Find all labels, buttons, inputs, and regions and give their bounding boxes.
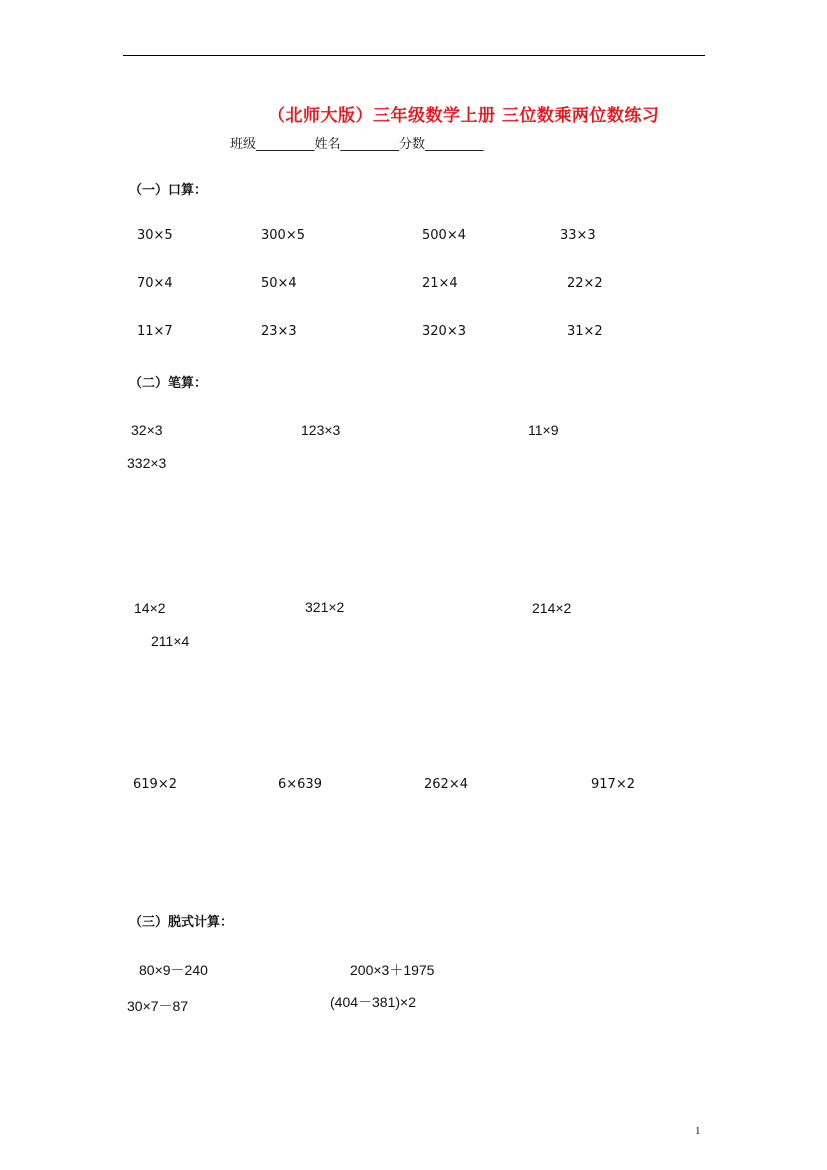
step-problem: 200×3＋1975	[350, 962, 435, 978]
oral-problem: 500×4	[422, 228, 466, 243]
written-problem: 32×3	[131, 422, 163, 438]
written-problem: 619×2	[133, 777, 177, 792]
step-problem: (404－381)×2	[330, 994, 417, 1010]
written-problem: 332×3	[127, 455, 167, 471]
oral-problem: 300×5	[261, 228, 305, 243]
oral-problem: 23×3	[261, 324, 297, 339]
oral-problem: 50×4	[261, 276, 297, 291]
written-problem: 6×639	[278, 777, 322, 792]
written-problem: 123×3	[301, 422, 341, 438]
worksheet-title: （北师大版）三年级数学上册 三位数乘两位数练习	[268, 106, 660, 126]
oral-problem: 22×2	[567, 276, 603, 291]
oral-problem: 30×5	[137, 228, 173, 243]
page-number: 1	[695, 1125, 701, 1137]
written-problem: 917×2	[591, 777, 635, 792]
written-problem: 321×2	[305, 599, 345, 615]
written-problem: 214×2	[532, 600, 572, 616]
step-problem: 30×7－87	[127, 998, 189, 1014]
oral-problem: 31×2	[567, 324, 603, 339]
oral-problem: 320×3	[422, 324, 466, 339]
written-problem: 14×2	[134, 600, 166, 616]
written-problem: 211×4	[151, 633, 190, 649]
oral-problem: 21×4	[422, 276, 458, 291]
student-info-line: 班级_________姓名_________分数_________	[230, 137, 484, 152]
oral-problem: 11×7	[137, 324, 173, 339]
written-problem: 262×4	[424, 777, 468, 792]
header-rule	[123, 55, 705, 56]
step-problem: 80×9－240	[139, 962, 208, 978]
step-heading: （三）脱式计算：	[129, 915, 234, 930]
oral-problem: 70×4	[137, 276, 173, 291]
oral-heading: （一）口算：	[129, 183, 208, 198]
written-heading: （二）笔算：	[129, 376, 208, 391]
oral-problem: 33×3	[560, 228, 596, 243]
written-problem: 11×9	[528, 422, 559, 438]
